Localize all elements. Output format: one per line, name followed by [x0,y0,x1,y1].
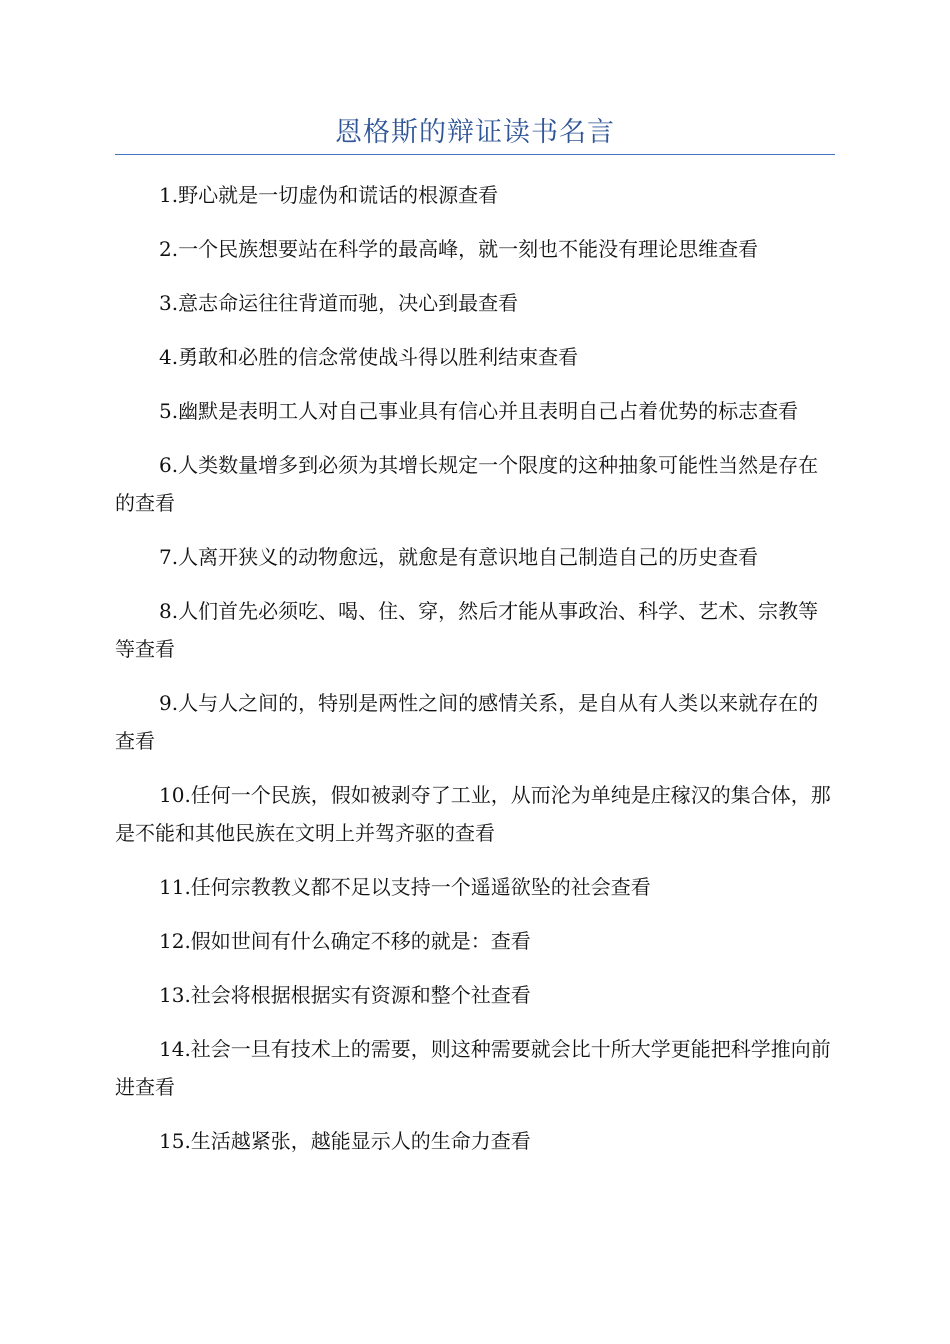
quote-item: 11.任何宗教教义都不足以支持一个遥遥欲坠的社会查看 [159,875,651,899]
quote-item: 1.野心就是一切虚伪和谎话的根源查看 [159,183,499,207]
quote-item: 13.社会将根据根据实有资源和整个社查看 [159,983,531,1007]
title-underline [115,154,835,155]
quote-item: 3.意志命运往往背道而驰，决心到最查看 [159,291,519,315]
quote-item: 12.假如世间有什么确定不移的就是：查看 [159,929,531,953]
quote-item: 15.生活越紧张，越能显示人的生命力查看 [159,1129,531,1153]
page-title: 恩格斯的辩证读书名言 [335,117,615,148]
quote-item: 14.社会一旦有技术上的需要，则这种需要就会比十所大学更能把科学推向前进查看 [115,1037,831,1099]
quote-item: 7.人离开狭义的动物愈远，就愈是有意识地自己制造自己的历史查看 [159,545,759,569]
quote-item: 2.一个民族想要站在科学的最高峰，就一刻也不能没有理论思维查看 [159,237,759,261]
quote-item: 10.任何一个民族，假如被剥夺了工业，从而沦为单纯是庄稼汉的集合体，那是不能和其他民族在文明上并驾齐驱的查看 [115,783,831,845]
quote-item: 6.人类数量增多到必须为其增长规定一个限度的这种抽象可能性当然是存在的查看 [115,453,819,515]
quote-list [115,176,835,1176]
quote-item: 4.勇敢和必胜的信念常使战斗得以胜利结束查看 [159,345,579,369]
quote-item: 8.人们首先必须吃、喝、住、穿，然后才能从事政治、科学、艺术、宗教等等查看 [115,599,819,661]
quote-item: 9.人与人之间的，特别是两性之间的感情关系，是自从有人类以来就存在的查看 [115,691,819,753]
quote-item: 5.幽默是表明工人对自己事业具有信心并且表明自己占着优势的标志查看 [159,399,799,423]
